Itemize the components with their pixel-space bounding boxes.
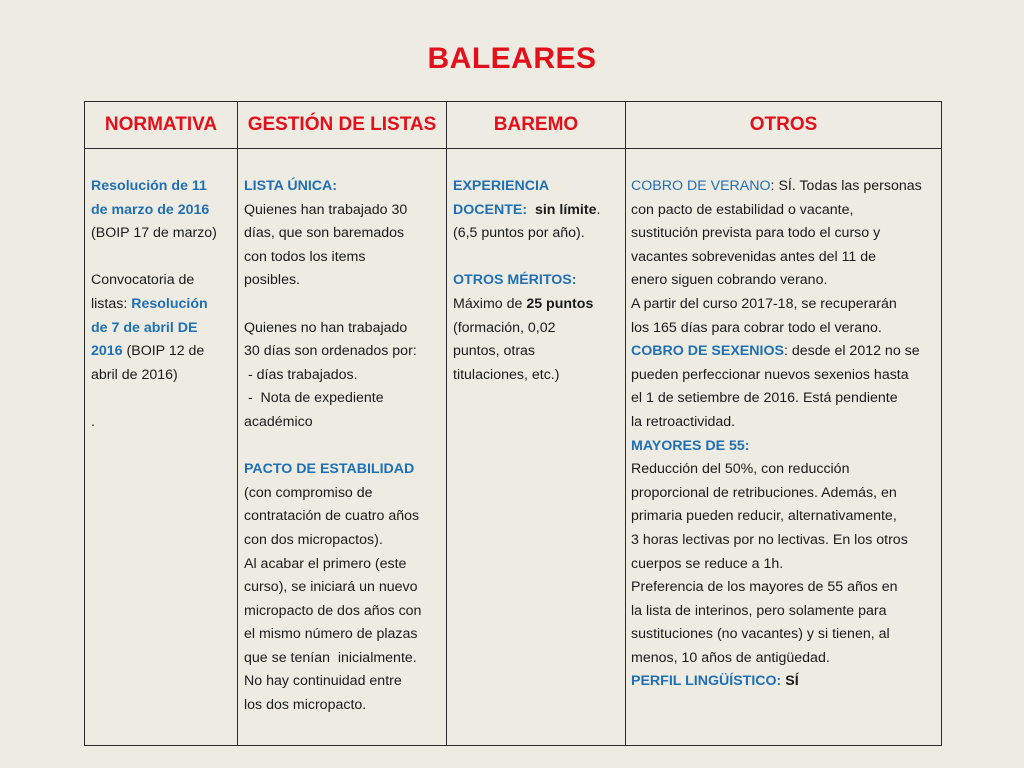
otros-meritos-label: OTROS MÉRITOS:: [453, 272, 577, 289]
boip2-text-cont: abril de 2016): [91, 366, 178, 383]
content-row: [85, 149, 942, 746]
resolution2-year[interactable]: 2016: [91, 343, 123, 360]
gestion-line: - días trabajados.: [244, 366, 358, 383]
docente-label: DOCENTE:: [453, 201, 532, 218]
resolution2-link-cont[interactable]: de 7 de abril DE: [91, 319, 198, 336]
experiencia-label: EXPERIENCIA: [453, 178, 550, 194]
boip2-text: (BOIP 12 de: [122, 343, 205, 360]
listas-text: listas:: [91, 295, 132, 312]
otros-line: menos, 10 años de antigüedad.: [631, 649, 830, 666]
sin-limite-text: sin límite: [531, 201, 597, 218]
resolution-link[interactable]: Resolución de 11: [91, 178, 207, 194]
boip-text: (BOIP 17 de marzo): [91, 225, 217, 242]
comparison-table: [84, 101, 942, 746]
gestion-line: Al acabar el primero (este: [244, 555, 407, 572]
header-otros: OTROS: [626, 102, 942, 149]
gestion-line: contratación de cuatro años: [244, 508, 420, 525]
sexenios-label: COBRO DE SEXENIOS: [631, 343, 784, 360]
baremo-line: (6,5 puntos por año).: [453, 225, 585, 242]
header-row: [85, 102, 942, 149]
gestion-line: Quienes han trabajado 30: [244, 201, 408, 218]
resolution2-link[interactable]: Resolución: [131, 295, 208, 312]
sexenios-text: desde el 2012 no se: [791, 343, 920, 360]
gestion-line: académico: [244, 413, 313, 430]
cobro-text: SÍ. Todas las personas: [778, 178, 922, 194]
otros-line: sustitución prevista para todo el curso y: [631, 225, 881, 242]
perfil-value: SÍ: [785, 673, 799, 690]
convocatoria-text: Convocatoria de: [91, 272, 195, 289]
gestion-line: el mismo número de plazas: [244, 626, 418, 643]
gestion-line: - Nota de expediente: [244, 390, 384, 407]
cell-otros: [626, 149, 942, 746]
period-text: .: [596, 201, 601, 218]
cell-normativa: [85, 149, 238, 746]
cell-gestion: [238, 149, 447, 746]
maximo-text: Máximo de: [453, 295, 527, 312]
baremo-line: puntos, otras: [453, 343, 536, 360]
colon-text: :: [783, 343, 792, 360]
gestion-line: los dos micropacto.: [244, 697, 367, 714]
gestion-line: (con compromiso de: [244, 484, 373, 501]
otros-line: enero siguen cobrando verano.: [631, 272, 828, 289]
header-normativa: NORMATIVA: [85, 102, 238, 149]
otros-line: sustituciones (no vacantes) y si tienen, al: [631, 626, 890, 643]
otros-line: pueden perfeccionar nuevos sexenios hasta: [631, 366, 909, 383]
baremo-line: (formación, 0,02: [453, 319, 556, 336]
gestion-line: curso), se iniciará un nuevo: [244, 579, 418, 596]
perfil-label: PERFIL LINGÜÍSTICO:: [631, 673, 786, 690]
gestion-line: 30 días son ordenados por:: [244, 343, 417, 360]
otros-line: Preferencia de los mayores de 55 años en: [631, 579, 898, 596]
baremo-line: titulaciones, etc.): [453, 366, 560, 383]
otros-line: los 165 días para cobrar todo el verano.: [631, 319, 882, 336]
header-baremo: BAREMO: [447, 102, 626, 149]
otros-line: la retroactividad.: [631, 413, 736, 430]
resolution-link-cont[interactable]: de marzo de 2016: [91, 201, 210, 218]
otros-line: vacantes sobrevenidas antes del 11 de: [631, 248, 877, 265]
colon-text: :: [770, 178, 779, 194]
otros-line: A partir del curso 2017-18, se recuperarán: [631, 295, 897, 312]
otros-line: con pacto de estabilidad o vacante,: [631, 201, 854, 218]
dot-text: .: [91, 413, 95, 430]
gestion-line: días, que son baremados: [244, 225, 405, 242]
otros-line: 3 horas lectivas por no lectivas. En los otros: [631, 531, 908, 548]
gestion-line: con dos micropactos).: [244, 531, 383, 548]
gestion-line: que se tenían inicialmente.: [244, 649, 417, 666]
otros-line: el 1 de setiembre de 2016. Está pendiente: [631, 390, 898, 407]
mayores-label: MAYORES DE 55:: [631, 437, 750, 454]
otros-line: proporcional de retribuciones. Además, en: [631, 484, 897, 501]
otros-line: primaria pueden reducir, alternativamente,: [631, 508, 897, 525]
page-title: BALEARES: [427, 42, 597, 75]
cell-baremo: [447, 149, 626, 746]
header-gestion: GESTIÓN DE LISTAS: [238, 102, 447, 149]
gestion-line: Quienes no han trabajado: [244, 319, 408, 336]
otros-line: cuerpos se reduce a 1h.: [631, 555, 784, 572]
puntos-text: 25 puntos: [526, 295, 594, 312]
gestion-line: posibles.: [244, 272, 300, 289]
lista-unica-label: LISTA ÚNICA:: [244, 178, 337, 194]
otros-line: Reducción del 50%, con reducción: [631, 461, 850, 478]
otros-line: la lista de interinos, pero solamente para: [631, 602, 887, 619]
gestion-line: con todos los items: [244, 248, 366, 265]
pacto-label: PACTO DE ESTABILIDAD: [244, 461, 415, 478]
gestion-line: micropacto de dos años con: [244, 602, 422, 619]
cobro-verano-label: COBRO DE VERANO: [631, 178, 771, 194]
gestion-line: No hay continuidad entre: [244, 673, 402, 690]
